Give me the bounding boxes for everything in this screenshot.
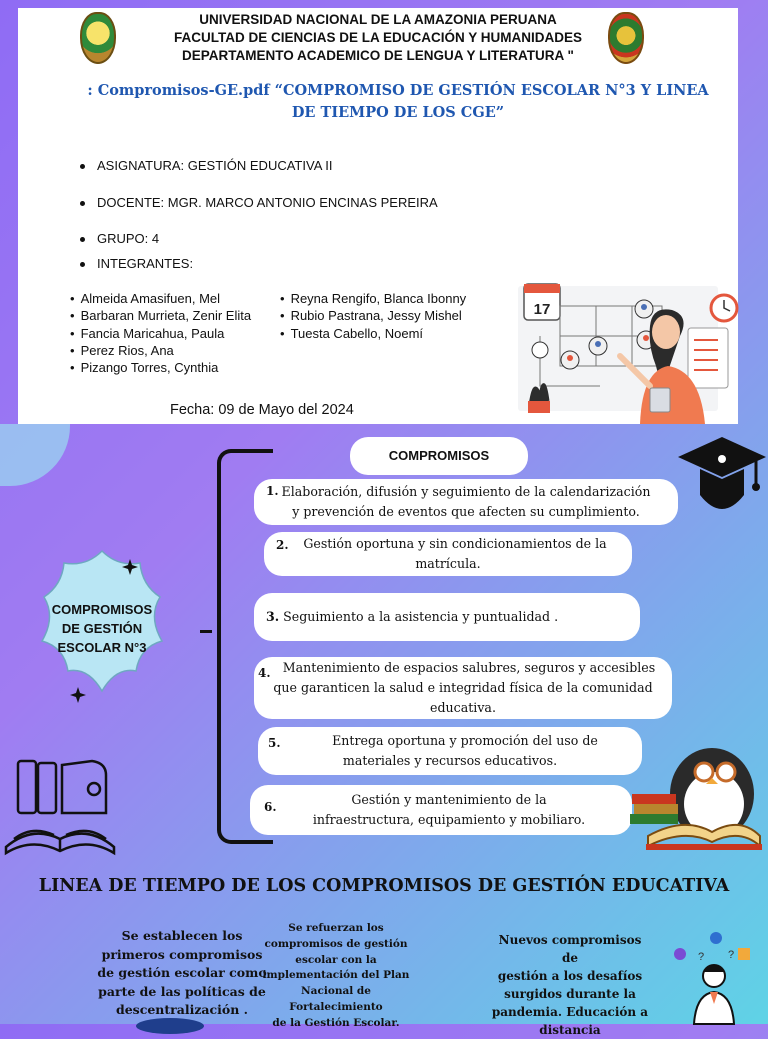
member-item: • Pizango Torres, Cynthia xyxy=(70,359,251,376)
books-icon xyxy=(2,755,118,859)
svg-text:?: ? xyxy=(698,951,705,963)
department-name: DEPARTAMENTO ACADEMICO DE LENGUA Y LITERATURA " xyxy=(182,48,574,63)
integrantes-label: INTEGRANTES: xyxy=(80,256,193,271)
members-list-col1 xyxy=(70,290,251,376)
teacher-dashboard-illustration xyxy=(500,276,738,424)
member-item: • Barbaran Murrieta, Zenir Elita xyxy=(70,307,251,324)
commitment-item-1: 1. Elaboración, difusión y seguimiento de la calendarización y prevención de eventos que afecten su cumplimiento. xyxy=(254,479,678,525)
commitments-heading: COMPROMISOS xyxy=(350,437,528,475)
timeline-entry-3: Nuevos compromisos de gestión a los desafíos surgidos durante la pandemia. Educación a distancia xyxy=(491,933,649,1037)
member-item: • Rubio Pastrana, Jessy Mishel xyxy=(280,307,466,324)
date-label: Fecha: 09 de Mayo del 2024 xyxy=(170,402,354,418)
graduation-cap-icon xyxy=(676,433,768,525)
sparkle-icon xyxy=(70,687,86,703)
timeline-title: LINEA DE TIEMPO DE LOS COMPROMISOS DE GESTIÓN EDUCATIVA xyxy=(38,876,730,896)
bullet-icon xyxy=(80,262,85,267)
grupo-item: GRUPO: 4 xyxy=(80,231,159,246)
members-list-col2 xyxy=(280,290,466,342)
document-sheet xyxy=(18,8,738,424)
faculty-name: FACULTAD DE CIENCIAS DE LA EDUCACIÓN Y HUMANIDADES xyxy=(173,30,583,45)
commitment-item-3: 3. Seguimiento a la asistencia y puntualidad . xyxy=(254,593,640,641)
commitments-badge xyxy=(36,545,168,703)
commitment-item-4: 4. Mantenimiento de espacios salubres, seguros y accesibles que garanticen la salud e integridad física de la comunidad educativa. xyxy=(254,657,672,719)
bullet-icon xyxy=(80,164,85,169)
teacher-thinking-icon xyxy=(666,928,762,1024)
university-name: UNIVERSIDAD NACIONAL DE LA AMAZONIA PERUANA xyxy=(199,12,557,27)
docente-item: DOCENTE: MGR. MARCO ANTONIO ENCINAS PEREIRA xyxy=(80,195,438,210)
member-item: • Tuesta Cabello, Noemí xyxy=(280,325,466,342)
commitment-item-6: 6. Gestión y mantenimiento de la infraestructura, equipamiento y mobiliaro. xyxy=(250,785,632,835)
asignatura-item: ASIGNATURA: GESTIÓN EDUCATIVA II xyxy=(80,158,332,173)
timeline-marker xyxy=(130,1016,210,1024)
member-item: • Reyna Rengifo, Blanca Ibonny xyxy=(280,290,466,307)
commitment-item-5: 5. Entrega oportuna y promoción del uso de materiales y recursos educativos. xyxy=(258,727,642,775)
badge-label: COMPROMISOS DE GESTIÓN ESCOLAR N°3 xyxy=(51,602,153,655)
timeline-entry-2: Se refuerzan los compromisos de gestión escolar con la implementación del Plan Nacional de Fortalecimiento de la Gestión Escolar. xyxy=(262,922,410,1029)
svg-text:?: ? xyxy=(728,949,735,961)
member-item: • Almeida Amasifuen, Mel xyxy=(70,290,251,307)
timeline-entry-1: Se establecen los primeros compromisos de gestión escolar como parte de las políticas de descentralización . xyxy=(97,928,267,1017)
document-title: : Compromisos-GE.pdf “COMPROMISO DE GESTIÓN ESCOLAR N°3 Y LINEA DE TIEMPO DE LOS CGE” xyxy=(87,82,709,121)
penguin-reading-icon xyxy=(628,732,764,860)
member-item: • Perez Rios, Ana xyxy=(70,342,251,359)
member-item: • Fancia Maricahua, Paula xyxy=(70,325,251,342)
calendar-day: 17 xyxy=(533,301,551,318)
decorative-blob xyxy=(0,424,70,486)
commitment-item-2: 2. Gestión oportuna y sin condicionamientos de la matrícula. xyxy=(264,532,632,576)
bracket-connector xyxy=(200,630,212,633)
bullet-icon xyxy=(80,237,85,242)
bullet-icon xyxy=(80,201,85,206)
